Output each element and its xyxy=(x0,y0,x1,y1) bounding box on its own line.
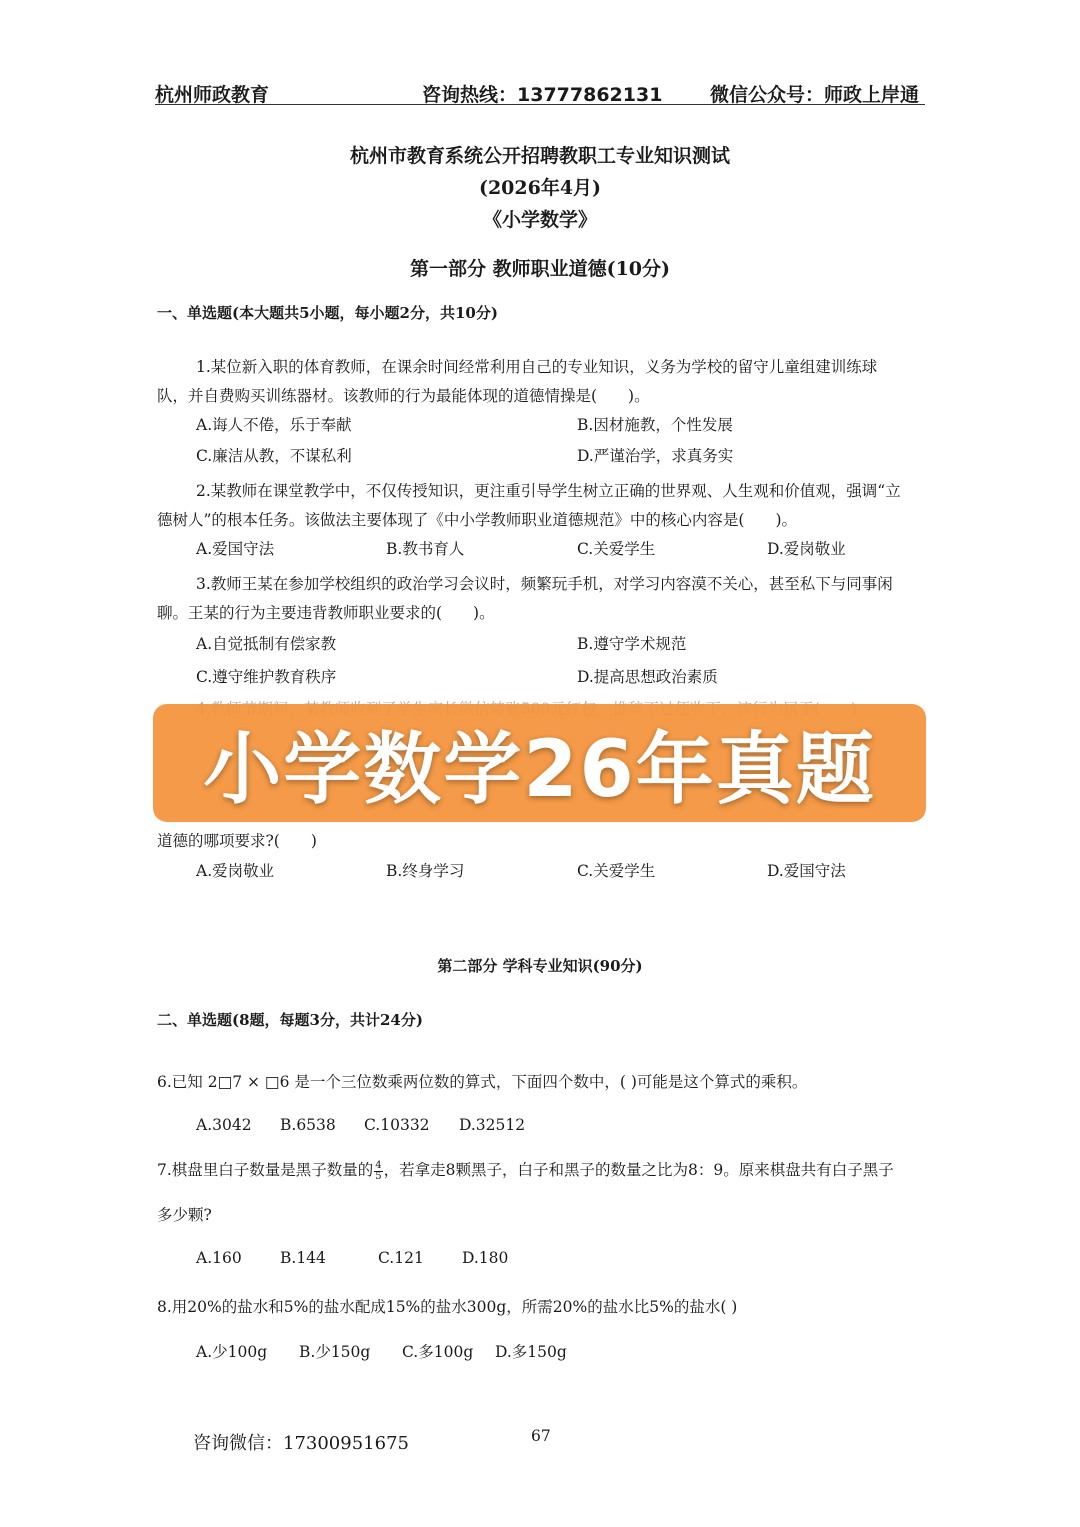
q5-line2: 道德的哪项要求?( ) xyxy=(157,832,317,850)
q8-option-d: D.多150g xyxy=(495,1343,567,1361)
doc-date: (2026年4月) xyxy=(478,177,602,199)
q2-option-b: B.教书育人 xyxy=(386,540,465,558)
q1-option-a: A.诲人不倦，乐于奉献 xyxy=(196,416,352,434)
q2-line2: 德树人”的根本任务。该做法主要体现了《中小学教师职业道德规范》中的核心内容是( )。 xyxy=(157,511,798,529)
q2-line1: 2.某教师在课堂教学中，不仅传授知识，更注重引导学生树立正确的世界观、人生观和价值观，强调“立 xyxy=(196,482,901,500)
q2-option-a: A.爱国守法 xyxy=(196,540,275,558)
q7-option-c: C.121 xyxy=(378,1249,424,1267)
q1-option-d: D.严谨治学，求真务实 xyxy=(577,447,734,465)
q6-option-c: C.10332 xyxy=(364,1116,430,1134)
q1-option-c: C.廉洁从教，不谋私利 xyxy=(196,447,352,465)
q6-option-a: A.3042 xyxy=(196,1116,252,1134)
q5-option-d: D.爱国守法 xyxy=(767,862,846,880)
title-banner-overlay xyxy=(153,704,926,822)
header-org: 杭州师政教育 xyxy=(155,84,270,106)
q7-line1-before: 7.棋盘里白子数量是黑子数量的 xyxy=(157,1161,374,1179)
q7-option-b: B.144 xyxy=(280,1249,326,1267)
q1-option-b: B.因材施教，个性发展 xyxy=(577,416,733,434)
doc-title: 杭州市教育系统公开招聘教职工专业知识测试 xyxy=(349,145,730,167)
part1-title: 第一部分 教师职业道德(10分) xyxy=(409,258,671,280)
q6-line: 6.已知 2□7 × □6 是一个三位数乘两位数的算式，下面四个数中，( )可能是这个算式的乘积。 xyxy=(157,1073,808,1091)
q7-fraction-numerator: 4 xyxy=(375,1159,382,1171)
q5-option-b: B.终身学习 xyxy=(386,862,465,880)
q6-option-b: B.6538 xyxy=(280,1116,336,1134)
q3-option-d: D.提高思想政治素质 xyxy=(577,668,718,686)
header-rule xyxy=(155,104,925,105)
page-number: 67 xyxy=(531,1427,551,1445)
part2-title: 第二部分 学科专业知识(90分) xyxy=(437,957,643,975)
banner-text: 小学数学26年真题 xyxy=(203,725,876,815)
q7-line2: 多少颗? xyxy=(157,1206,212,1224)
q6-option-d: D.32512 xyxy=(459,1116,526,1134)
q7-line1 xyxy=(157,1158,894,1182)
footer-contact: 咨询微信：17300951675 xyxy=(193,1433,409,1454)
q7-option-a: A.160 xyxy=(196,1249,242,1267)
q3-option-b: B.遵守学术规范 xyxy=(577,635,687,653)
q5-option-c: C.关爱学生 xyxy=(577,862,656,880)
q8-option-b: B.少150g xyxy=(299,1343,371,1361)
q2-option-c: C.关爱学生 xyxy=(577,540,656,558)
q7-line1-after: ，若拿走8颗黑子，白子和黑子的数量之比为8：9。原来棋盘共有白子黑子 xyxy=(383,1161,894,1179)
q1-line1: 1.某位新入职的体育教师，在课余时间经常利用自己的专业知识，义务为学校的留守儿童组建训练球 xyxy=(196,358,878,376)
q3-line1: 3.教师王某在参加学校组织的政治学习会议时，频繁玩手机，对学习内容漠不关心，甚至私下与同事闲 xyxy=(196,575,893,593)
q8-option-c: C.多100g xyxy=(402,1343,474,1361)
q8-option-a: A.少100g xyxy=(196,1343,268,1361)
part2-section-heading: 二、单选题(8题，每题3分，共计24分) xyxy=(157,1011,423,1029)
part1-section-heading: 一、单选题(本大题共5小题，每小题2分，共10分) xyxy=(157,304,498,322)
header-wechat-account: 微信公众号：师政上岸通 xyxy=(710,84,920,106)
q5-option-a: A.爱岗敬业 xyxy=(196,862,275,880)
q7-fraction-denominator: 5 xyxy=(375,1170,382,1182)
header-hotline: 咨询热线：13777862131 xyxy=(422,84,663,106)
q3-option-c: C.遵守维护教育秩序 xyxy=(196,668,337,686)
q3-option-a: A.自觉抵制有偿家教 xyxy=(196,635,337,653)
q2-option-d: D.爱岗敬业 xyxy=(767,540,846,558)
q7-option-d: D.180 xyxy=(462,1249,509,1267)
q8-line: 8.用20%的盐水和5%的盐水配成15%的盐水300g，所需20%的盐水比5%的盐水( ) xyxy=(157,1298,738,1316)
q7-fraction xyxy=(374,1161,382,1182)
q1-line2: 队，并自费购买训练器材。该教师的行为最能体现的道德情操是( )。 xyxy=(157,387,650,405)
q3-line2: 聊。王某的行为主要违背教师职业要求的( )。 xyxy=(157,604,495,622)
doc-subject: 《小学数学》 xyxy=(482,209,597,231)
